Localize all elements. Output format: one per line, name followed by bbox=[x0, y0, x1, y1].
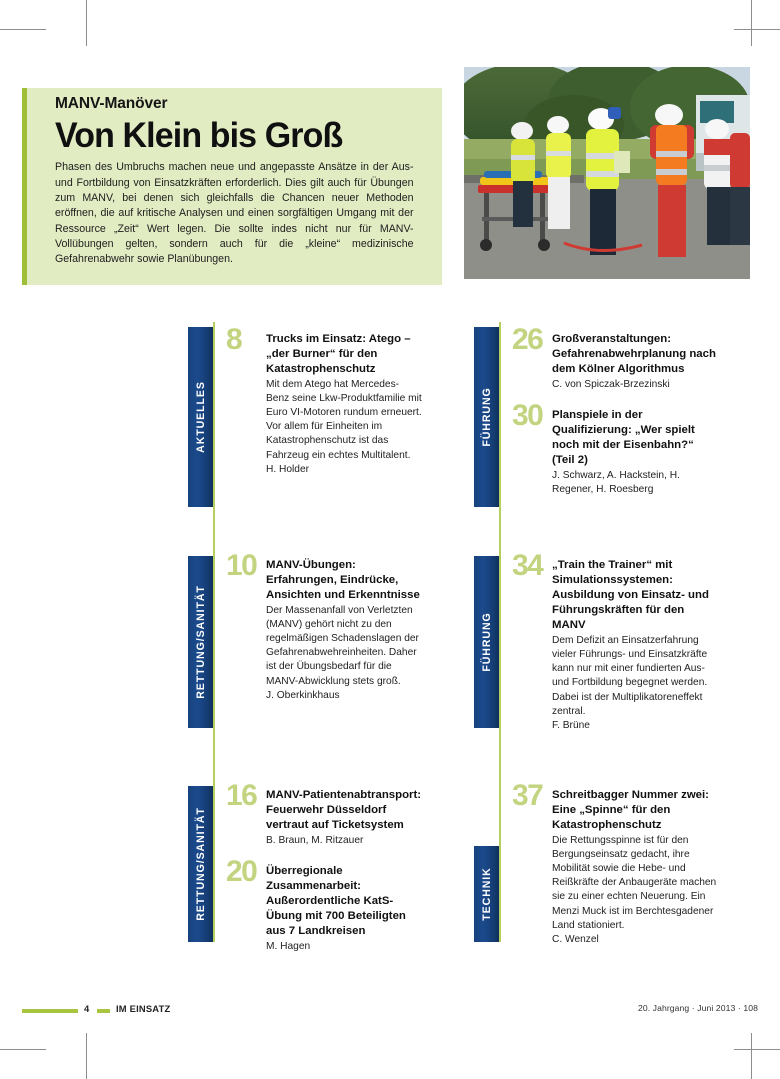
entry-page-number: 8 bbox=[226, 323, 242, 356]
entry-page-number: 34 bbox=[512, 549, 543, 582]
section-tab-label: RETTUNG/SANITÄT bbox=[194, 585, 207, 699]
section-tab-aktuelles bbox=[188, 327, 213, 507]
entry-description: Der Massenanfall von Verletzten (MANV) gehört nicht zu den regelmäßigen Schadenslagen der Gefahrenabwehreinheiten. Daher ist der Übungsbedarf für die MANV-Abwicklung stets groß. bbox=[266, 605, 419, 687]
entry-description: Dem Defizit an Einsatzerfahrung vieler Führungs- und Einsatzkräfte kann nur mit einer fundierten Aus- und Fortbildung begegnet werden. Dabei ist der Multiplikatoreneffekt zentral. bbox=[552, 635, 708, 717]
entry-title: MANV-Übungen: Erfahrungen, Eindrücke, Ansichten und Erkenntnisse bbox=[266, 559, 420, 602]
toc-group-fuehrung-2 bbox=[512, 549, 718, 733]
footer-page-number: 4 bbox=[84, 1003, 90, 1014]
entry-page-number: 16 bbox=[226, 779, 257, 812]
entry-title: Schreitbagger Nummer zwei: Eine „Spinne“ für den Katastrophenschutz bbox=[552, 789, 709, 832]
toc-entry[interactable] bbox=[512, 779, 718, 947]
entry-title: „Train the Trainer“ mit Simulationssystemen: Ausbildung von Einsatz- und Führungskräften für den MANV bbox=[552, 559, 709, 632]
header-lede: Phasen des Umbruchs machen neue und angepasste Ansätze in der Aus- und Fortbildung von Einsatzkräften erforderlich. Dies gilt auch für Übungen zum MANV, bei denen sich gleichfalls die Chancen neuer Methoden eröffnen, die auf kritische Analysen und einen sorgfältigen Umgang mit der Ressource „Zeit“ Wert legen. Die sollte indes nicht nur für MANV-Vollübungen gelten, sondern auch für die „kleine“ medizinische Gefahrenabwehr sowie Planübungen. bbox=[55, 161, 414, 266]
header-text-block bbox=[55, 95, 425, 268]
toc-entry[interactable] bbox=[226, 779, 422, 848]
entry-author: B. Braun, M. Ritzauer bbox=[266, 835, 364, 847]
entry-author: M. Hagen bbox=[266, 941, 311, 953]
crop-mark-bottom-right-horizontal bbox=[734, 1049, 780, 1050]
entry-title: Großveranstaltungen: Gefahrenabwehrplanung nach dem Kölner Algorithmus bbox=[552, 333, 716, 376]
toc-group-technik bbox=[512, 779, 718, 947]
section-tab-label: AKTUELLES bbox=[194, 381, 207, 453]
entry-author: J. Schwarz, A. Hackstein, H. Regener, H. Roesberg bbox=[552, 470, 680, 496]
entry-description: Die Rettungsspinne ist für den Bergungseinsatz gedacht, ihre Mobilität sowie die Hebe- und Reißkräfte der Anbaugeräte machen sie zu einer echten Neuerung. Ein Menzi Muck ist im Berchtesgadener Land stationiert. bbox=[552, 835, 717, 931]
crop-mark-bottom-left-vertical bbox=[86, 1033, 87, 1079]
section-tab-fuehrung-1 bbox=[474, 327, 499, 507]
footer-accent-dash bbox=[97, 1009, 110, 1013]
section-tab-label: FÜHRUNG bbox=[480, 612, 493, 672]
toc-entry[interactable] bbox=[512, 549, 718, 733]
toc-group-rettung-sanitaet-2 bbox=[226, 779, 422, 955]
crop-mark-top-right-horizontal bbox=[734, 29, 780, 30]
entry-author: C. von Spiczak-Brzezinski bbox=[552, 379, 670, 391]
footer-accent-bar bbox=[22, 1009, 78, 1013]
header-accent-bar bbox=[22, 88, 27, 285]
entry-title: Planspiele in der Qualifizierung: „Wer spielt noch mit der Eisenbahn?“ (Teil 2) bbox=[552, 409, 695, 467]
toc-entry[interactable] bbox=[226, 549, 422, 703]
entry-page-number: 20 bbox=[226, 855, 257, 889]
crop-mark-top-right-vertical bbox=[751, 0, 752, 46]
header-headline: Von Klein bis Groß bbox=[55, 115, 343, 155]
section-tab-label: FÜHRUNG bbox=[480, 387, 493, 447]
toc-entry[interactable] bbox=[512, 323, 718, 392]
hero-photo bbox=[464, 67, 750, 279]
section-tab-rettung-sanitaet-1 bbox=[188, 556, 213, 728]
hero-photo-illustration bbox=[464, 67, 750, 279]
entry-page-number: 30 bbox=[512, 399, 543, 433]
section-tab-label: RETTUNG/SANITÄT bbox=[194, 807, 207, 921]
toc-entry[interactable] bbox=[512, 399, 718, 497]
crop-mark-top-left-horizontal bbox=[0, 29, 46, 30]
entry-author: H. Holder bbox=[266, 463, 310, 475]
entry-description: Mit dem Atego hat Mercedes-Benz seine Lkw-Produktfamilie mit Euro VI-Motoren rundum erneuert. Vor allem für Einheiten im Katastrophenschutz ist das Fahrzeug ein echtes Multitalent. bbox=[266, 379, 422, 461]
header-kicker: MANV-Manöver bbox=[55, 95, 168, 112]
toc-group-fuehrung-1 bbox=[512, 323, 718, 498]
entry-page-number: 10 bbox=[226, 549, 257, 582]
section-tab-label: TECHNIK bbox=[480, 867, 493, 921]
entry-page-number: 26 bbox=[512, 323, 543, 356]
toc-group-rettung-sanitaet-1 bbox=[226, 549, 422, 703]
toc-group-aktuelles bbox=[226, 323, 422, 477]
column-rule-right bbox=[499, 322, 501, 942]
crop-mark-bottom-right-vertical bbox=[751, 1033, 752, 1079]
entry-author: F. Brüne bbox=[552, 719, 590, 731]
entry-title: Überregionale Zusammenarbeit: Außerordentliche KatS-Übung mit 700 Beteiligten aus 7 Landkreisen bbox=[266, 865, 406, 938]
entry-author: J. Oberkinkhaus bbox=[266, 689, 340, 701]
section-tab-rettung-sanitaet-2 bbox=[188, 786, 213, 942]
entry-page-number: 37 bbox=[512, 779, 543, 812]
toc-entry[interactable] bbox=[226, 323, 422, 477]
crop-mark-top-left-vertical bbox=[86, 0, 87, 46]
footer-issue-info: 20. Jahrgang · Juni 2013 · 108 bbox=[637, 1003, 758, 1013]
entry-author: C. Wenzel bbox=[552, 933, 599, 945]
section-tab-fuehrung-2 bbox=[474, 556, 499, 728]
entry-title: MANV-Patientenabtransport: Feuerwehr Düsseldorf vertraut auf Ticketsystem bbox=[266, 789, 422, 832]
toc-entry[interactable] bbox=[226, 855, 422, 954]
footer-magazine-title: IM EINSATZ bbox=[116, 1003, 171, 1014]
column-rule-left bbox=[213, 322, 215, 942]
section-tab-technik bbox=[474, 846, 499, 942]
crop-mark-bottom-left-horizontal bbox=[0, 1049, 46, 1050]
entry-title: Trucks im Einsatz: Atego – „der Burner“ für den Katastrophenschutz bbox=[266, 333, 411, 376]
